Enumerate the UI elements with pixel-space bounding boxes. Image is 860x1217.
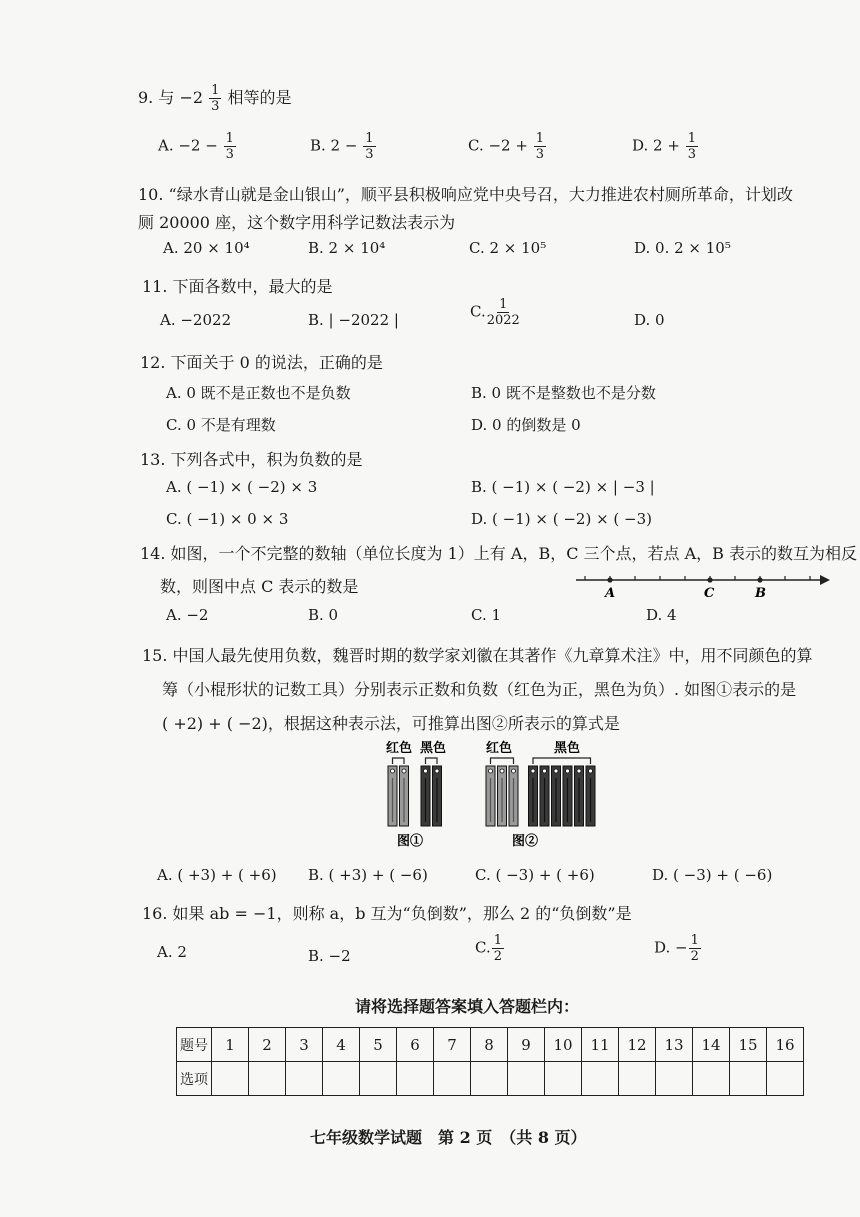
question-12-stem: 12. 下面关于 0 的说法，正确的是: [140, 353, 383, 372]
black-rod: [433, 766, 442, 826]
q14-option-c: C. 1: [471, 606, 502, 624]
fig2-caption: 图②: [512, 833, 539, 848]
q12-option-b: B. 0 既不是整数也不是分数: [471, 384, 656, 402]
q9-stem-prefix: 9. 与 −2: [138, 88, 204, 107]
q10-option-c: C. 2 × 10⁵: [469, 239, 547, 257]
black-rod: [586, 766, 595, 826]
q10-option-b: B. 2 × 10⁴: [308, 239, 386, 257]
answer-choice-cell[interactable]: [249, 1062, 286, 1096]
answer-number-cell: 15: [730, 1028, 767, 1062]
answer-choice-row: [177, 1062, 804, 1096]
q15-option-d: D. ( −3) + ( −6): [652, 866, 773, 884]
q9-stem-fraction: $\frac{1}{3}$: [211, 83, 220, 114]
question-9-stem: [138, 84, 292, 113]
axis-point-a: A: [605, 586, 616, 600]
answer-number-cell: 7: [434, 1028, 471, 1062]
q14-option-a: A. −2: [166, 606, 209, 624]
answer-number-row: [177, 1028, 804, 1062]
question-14-line1: 14. 如图，一个不完整的数轴（单位长度为 1）上有 A，B，C 三个点，若点 A，B 表示的数互为相反: [140, 544, 858, 563]
q15-option-c: C. ( −3) + ( +6): [475, 866, 595, 884]
answer-number-cell: 14: [693, 1028, 730, 1062]
answer-number-cell: 2: [249, 1028, 286, 1062]
q12-option-d: D. 0 的倒数是 0: [471, 416, 581, 434]
answer-choice-cell[interactable]: [323, 1062, 360, 1096]
q12-option-c: C. 0 不是有理数: [166, 416, 276, 434]
rods-group: [388, 766, 595, 826]
q9-option-c: C. −2 + $\frac{1}{3}$: [468, 131, 544, 162]
rod-bracket: [393, 758, 405, 764]
answer-number-cell: 1: [212, 1028, 249, 1062]
answer-choice-cell[interactable]: [545, 1062, 582, 1096]
q9-option-a: A. −2 − $\frac{1}{3}$: [158, 131, 234, 162]
question-10-line2: 厕 20000 座，这个数字用科学记数法表示为: [138, 213, 456, 232]
question-15-line3: ( +2) + ( −2)，根据这种表示法，可推算出图②所表示的算式是: [162, 714, 620, 733]
answer-choice-cell[interactable]: [212, 1062, 249, 1096]
answer-number-cell: 13: [656, 1028, 693, 1062]
question-13-stem: 13. 下列各式中，积为负数的是: [140, 450, 363, 469]
answer-table: [176, 1027, 804, 1096]
answer-number-cell: 8: [471, 1028, 508, 1062]
q15-option-a: A. ( +3) + ( +6): [157, 866, 277, 884]
q11-option-a: A. −2022: [160, 311, 232, 329]
answer-choice-cell[interactable]: [767, 1062, 804, 1096]
counting-rods-figure: [378, 738, 618, 850]
q12-option-a: A. 0 既不是正数也不是负数: [166, 384, 351, 402]
black-rod: [563, 766, 572, 826]
answer-choice-cell[interactable]: [582, 1062, 619, 1096]
black-rod: [540, 766, 549, 826]
q9-option-d: D. 2 + $\frac{1}{3}$: [632, 131, 696, 162]
answer-choice-cell[interactable]: [656, 1062, 693, 1096]
q16-option-c: C. $\frac{1}{2}$: [475, 933, 502, 964]
q10-option-a: A. 20 × 10⁴: [163, 239, 250, 257]
answer-row1-header: 题号: [177, 1028, 212, 1062]
answer-choice-cell[interactable]: [730, 1062, 767, 1096]
answer-choice-cell[interactable]: [471, 1062, 508, 1096]
axis-point-c: C: [704, 586, 715, 600]
rod-bracket: [491, 758, 514, 764]
q13-option-c: C. ( −1) × 0 × 3: [166, 510, 289, 528]
answer-number-cell: 12: [619, 1028, 656, 1062]
answer-row2-header: 选项: [177, 1062, 212, 1096]
answer-choice-cell[interactable]: [286, 1062, 323, 1096]
answer-section-title: 请将选择题答案填入答题栏内：: [355, 997, 580, 1016]
question-16-stem: 16. 如果 ab = −1，则称 a，b 互为“负倒数”，那么 2 的“负倒数”是: [142, 904, 632, 923]
answer-number-cell: 16: [767, 1028, 804, 1062]
answer-choice-cell[interactable]: [619, 1062, 656, 1096]
q16-option-d: D. − $\frac{1}{2}$: [654, 933, 699, 964]
answer-number-cell: 4: [323, 1028, 360, 1062]
red-rod: [509, 766, 518, 826]
question-11-stem: 11. 下面各数中，最大的是: [142, 277, 333, 296]
q15-option-b: B. ( +3) + ( −6): [308, 866, 428, 884]
answer-number-cell: 3: [286, 1028, 323, 1062]
red-rod: [498, 766, 507, 826]
q10-option-d: D. 0. 2 × 10⁵: [634, 239, 731, 257]
q9-stem-suffix: 相等的是: [227, 88, 292, 107]
question-15-line1: 15. 中国人最先使用负数，魏晋时期的数学家刘徽在其著作《九章算术注》中，用不同颜色的算: [142, 646, 813, 665]
black-rod: [529, 766, 538, 826]
answer-number-cell: 5: [360, 1028, 397, 1062]
question-15-line2: 筹（小棍形状的记数工具）分别表示正数和负数（红色为正，黑色为负）. 如图①表示的是: [162, 680, 797, 699]
question-14-line2: 数，则图中点 C 表示的数是: [160, 577, 359, 596]
fig1-black-label: 黑色: [420, 740, 447, 755]
question-10-line1: 10. “绿水青山就是金山银山”，顺平县积极响应党中央号召，大力推进农村厕所革命，计划改: [138, 185, 793, 204]
red-rod: [486, 766, 495, 826]
answer-number-cell: 10: [545, 1028, 582, 1062]
answer-number-cell: 11: [582, 1028, 619, 1062]
black-rod: [421, 766, 430, 826]
fig1-caption: 图①: [397, 833, 424, 848]
answer-choice-cell[interactable]: [360, 1062, 397, 1096]
red-rod: [388, 766, 397, 826]
answer-number-cell: 9: [508, 1028, 545, 1062]
number-line-figure: [572, 568, 834, 600]
q9-option-b: B. 2 − $\frac{1}{3}$: [310, 131, 374, 162]
answer-choice-cell[interactable]: [693, 1062, 730, 1096]
q11-option-b: B. | −2022 |: [308, 311, 399, 329]
answer-number-cell: 6: [397, 1028, 434, 1062]
q11-option-c: C. $\frac{1}{2022}$: [470, 297, 520, 328]
q14-option-d: D. 4: [646, 606, 677, 624]
black-rod: [552, 766, 561, 826]
q11-option-d: D. 0: [634, 311, 665, 329]
q13-option-d: D. ( −1) × ( −2) × ( −3): [471, 510, 652, 528]
fig1-red-label: 红色: [386, 740, 413, 755]
answer-choice-cell[interactable]: [434, 1062, 471, 1096]
q16-option-a: A. 2: [157, 943, 187, 961]
rod-brackets: [393, 758, 591, 764]
axis-point-b: B: [755, 586, 766, 600]
q13-option-a: A. ( −1) × ( −2) × 3: [166, 478, 318, 496]
rod-bracket: [533, 758, 591, 764]
answer-choice-cell[interactable]: [508, 1062, 545, 1096]
rod-bracket: [426, 758, 438, 764]
fig2-black-label: 黑色: [554, 740, 581, 755]
red-rod: [400, 766, 409, 826]
q14-option-b: B. 0: [308, 606, 339, 624]
q16-option-b: B. −2: [308, 947, 351, 965]
page-footer: 七年级数学试题 第 2 页 （共 8 页）: [310, 1128, 587, 1147]
fig2-red-label: 红色: [486, 740, 513, 755]
black-rod: [575, 766, 584, 826]
q13-option-b: B. ( −1) × ( −2) × | −3 |: [471, 478, 655, 496]
answer-choice-cell[interactable]: [397, 1062, 434, 1096]
